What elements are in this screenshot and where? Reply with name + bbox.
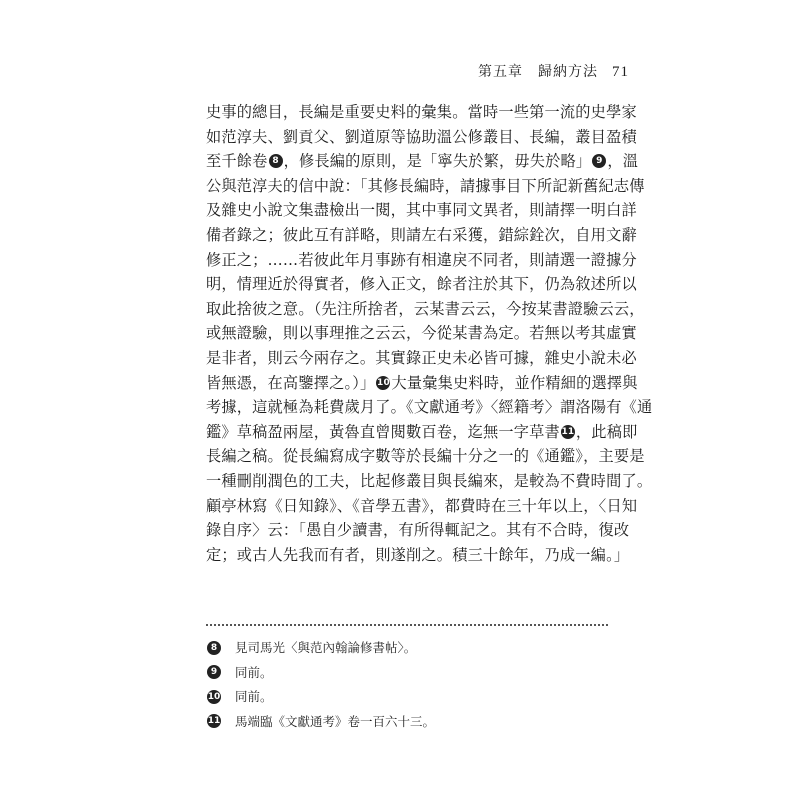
page-number: 71 (612, 64, 629, 80)
text-run: 史事的總目，長編是重要史料的彙集。當時一些第一流的史學家 (206, 103, 637, 121)
footnote-marker: 10 (207, 691, 221, 702)
body-line (206, 469, 653, 494)
body-line (206, 272, 637, 297)
body-line (206, 125, 637, 150)
footnote-item (206, 636, 606, 661)
text-run: 如范淳夫、劉貢父、劉道原等協助溫公修叢目、長編，叢目盈積 (206, 127, 637, 146)
body-line (206, 395, 653, 420)
running-header (478, 61, 629, 81)
text-run: 取此捨彼之意。（先注所捨者，云某書云云，今按某書證驗云云， (206, 299, 645, 318)
footnote-text: 同前。 (235, 689, 273, 705)
text-run: 修正之；……若彼此年月事跡有相違戾不同者，則請選一證據分 (206, 250, 637, 269)
body-line (206, 518, 630, 543)
body-line (206, 174, 645, 199)
text-run: 錄自序〉云：「愚自少讀書，有所得輒記之。其有不合時，復改 (206, 521, 630, 540)
body-line (206, 346, 637, 371)
body-line (206, 248, 637, 273)
footnote-marker: 8 (207, 641, 221, 655)
body-line (206, 444, 645, 469)
footnote-text: 馬端臨《文獻通考》卷一百六十三。 (235, 713, 436, 729)
body-line (206, 420, 638, 445)
text-run: ，修長編的原則，是「寧失於繁，毋失於略」 (283, 152, 592, 171)
body-line (206, 149, 639, 174)
body-line (206, 297, 645, 322)
footnote-divider (206, 624, 608, 626)
footnote-reference[interactable]: 10 (376, 377, 390, 388)
body-line (206, 223, 637, 248)
text-run: 備者錄之；彼此互有詳略，則請左右采獲，錯綜銓次，自用文辭 (206, 225, 637, 244)
body-line (206, 321, 637, 346)
text-run: 或無證驗，則以事理推之云云，今從某書為定。若無以考其虛實 (206, 324, 637, 343)
body-line (206, 371, 638, 396)
text-run: 大量彙集史料時，並作精細的選擇與 (391, 373, 638, 392)
footnote-item (206, 661, 606, 686)
footnote-marker: 11 (207, 716, 221, 727)
text-run: ，溫 (607, 152, 639, 171)
text-run: 鑑》草稿盈兩屋，黃魯直曾閱數百卷，迄無一字草書 (206, 422, 560, 441)
footnote-text: 見司馬光〈與范內翰論修書帖〉。 (235, 640, 417, 655)
body-line (206, 494, 638, 519)
body-text (206, 100, 653, 567)
text-run: 皆無憑，在高鑒擇之。）」 (206, 373, 376, 392)
text-run: 定；或古人先我而有者，則遂削之。積三十餘年，乃成一編。」 (206, 545, 630, 564)
text-run: ，此稿即 (575, 422, 638, 441)
footnote-reference[interactable]: 9 (592, 154, 606, 168)
footnote-item (206, 710, 606, 735)
text-run: 考據，這就極為耗費歲月了。《文獻通考》〈經籍考〉謂洛陽有《通 (206, 398, 653, 417)
text-run: 公與范淳夫的信中說：「其修長編時，請據事目下所記新舊紀志傳 (206, 176, 645, 195)
footnotes (206, 636, 606, 734)
text-run: 是非者，則云今兩存之。其實錄正史未必皆可據，雜史小說未必 (206, 348, 637, 367)
body-line (206, 198, 637, 223)
chapter-title: 第五章 歸納方法 (478, 64, 598, 80)
text-run: 顧亭林寫《日知錄》、《音學五書》，都費時在三十年以上，〈日知 (206, 496, 638, 515)
text-run: 及雜史小說文集盡檢出一閱，其中事同文異者，則請擇一明白詳 (206, 201, 637, 220)
text-run: 至千餘卷 (206, 152, 268, 171)
footnote-marker: 9 (207, 665, 221, 679)
text-run: 明，情理近於得實者，修入正文，餘者注於其下，仍為敘述所以 (206, 275, 637, 294)
footnote-item (206, 685, 606, 710)
body-line (206, 100, 637, 125)
footnote-reference[interactable]: 11 (561, 426, 575, 437)
footnote-text: 同前。 (235, 664, 273, 680)
text-run: 一種刪削潤色的工夫，比起修叢目與長編來，是較為不費時間了。 (206, 471, 653, 490)
body-line (206, 543, 630, 568)
footnote-reference[interactable]: 8 (269, 154, 283, 168)
text-run: 長編之稿。從長編寫成字數等於長編十分之一的《通鑑》，主要是 (206, 447, 645, 466)
